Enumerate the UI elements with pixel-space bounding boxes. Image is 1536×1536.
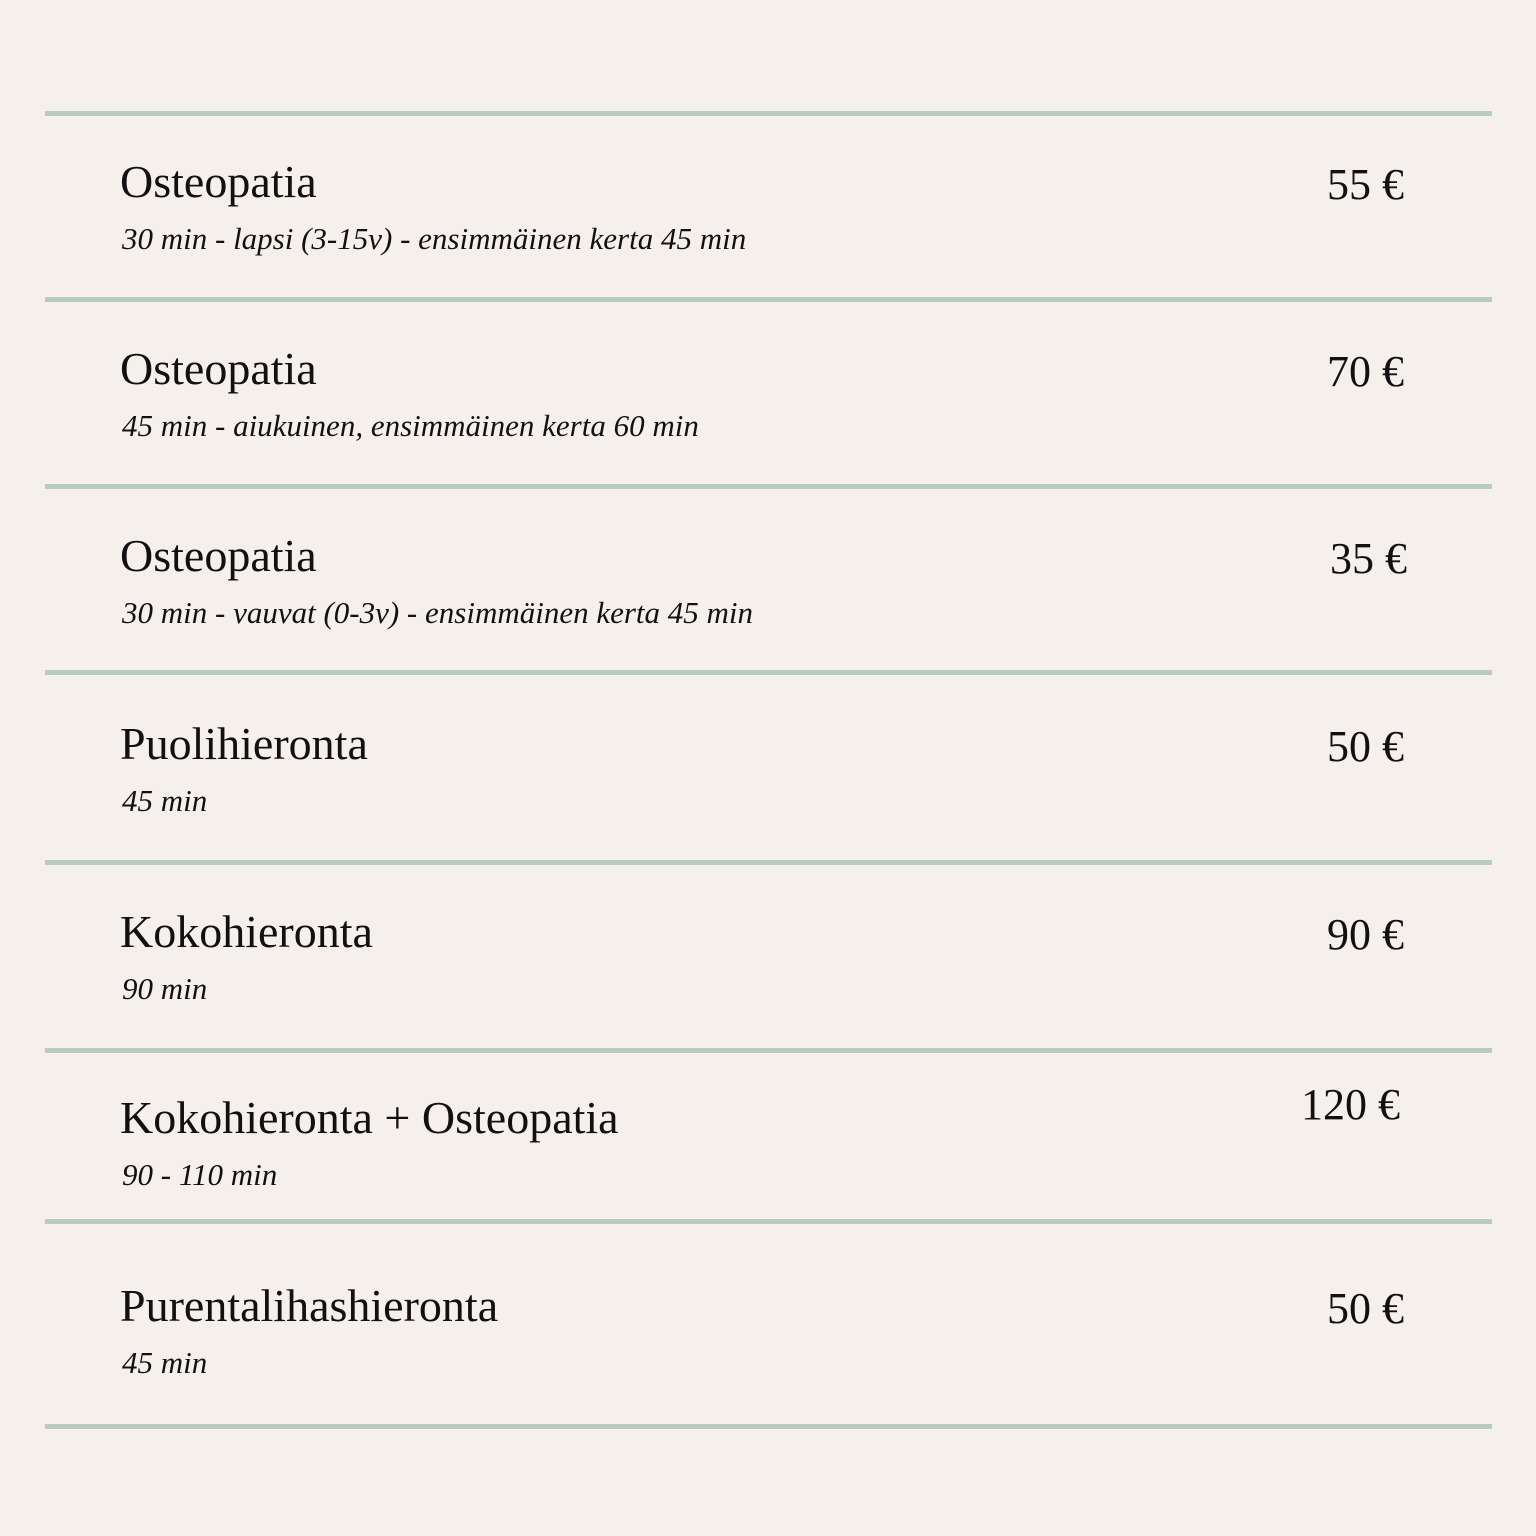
service-price: 55 €	[1327, 160, 1404, 209]
price-list-item	[0, 343, 1536, 503]
divider	[45, 670, 1492, 675]
price-list-item	[0, 906, 1536, 1066]
service-name: Kokohieronta	[120, 906, 373, 957]
service-description: 90 min	[122, 971, 208, 1006]
divider	[45, 860, 1492, 865]
service-name: Kokohieronta + Osteopatia	[120, 1092, 619, 1143]
service-price: 90 €	[1327, 910, 1404, 959]
service-price: 50 €	[1327, 1284, 1404, 1333]
service-description: 30 min - vauvat (0-3v) - ensimmäinen kerta 45 min	[122, 595, 754, 630]
service-description: 45 min - aiukuinen, ensimmäinen kerta 60 min	[122, 408, 699, 443]
service-name: Puolihieronta	[120, 718, 368, 769]
service-name: Osteopatia	[120, 343, 317, 394]
divider	[45, 1219, 1492, 1224]
divider	[45, 1048, 1492, 1053]
price-list-item	[0, 718, 1536, 878]
price-list-item	[0, 156, 1536, 316]
service-price: 70 €	[1327, 347, 1404, 396]
service-description: 90 - 110 min	[122, 1157, 278, 1192]
service-name: Purentalihashieronta	[120, 1280, 499, 1331]
service-name: Osteopatia	[120, 156, 317, 207]
price-list-item	[0, 1080, 1536, 1252]
service-price: 50 €	[1327, 722, 1404, 771]
service-description: 45 min	[122, 1345, 208, 1380]
price-list-item	[0, 530, 1536, 690]
service-description: 45 min	[122, 783, 208, 818]
divider	[45, 1424, 1492, 1429]
service-price: 35 €	[1330, 534, 1407, 583]
service-description: 30 min - lapsi (3-15v) - ensimmäinen kerta 45 min	[122, 221, 747, 256]
divider	[45, 111, 1492, 116]
price-list-item	[0, 1280, 1536, 1440]
divider	[45, 484, 1492, 489]
divider	[45, 297, 1492, 302]
service-price: 120 €	[1301, 1080, 1400, 1129]
service-name: Osteopatia	[120, 530, 317, 581]
